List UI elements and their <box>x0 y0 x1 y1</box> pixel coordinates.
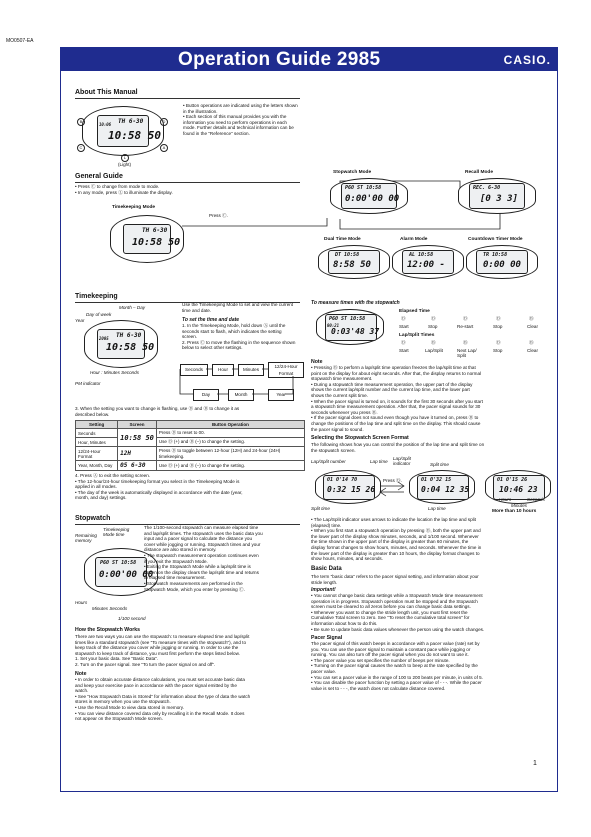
important-label: Important! <box>311 587 336 593</box>
measure-watch: P60 ST 10:58 00:21 0:03'48 37 <box>316 309 384 345</box>
table-row: Seconds 10:58 50 Press Ⓓ to reset to 00. <box>76 429 305 438</box>
stopwatch-intro: The 1/100-second stopwatch can measure elapsed time and lap/split times. The stopwatch uses the basic data you input and a pacer signal to calculate the distance you cover while jogging or running. Stopwatch times and your distance are also stored in memory. • The stopwatch measurement operation continues even if you exit the Stopwatch Mode. • Exiting the Stopwatch Mode while a lap/split time is frozen on the display clears the lap/split time and returns to elapsed time measurement. • Stopwatch measurements are performed in the Stopwatch Mode, which you enter by pressing Ⓒ. <box>144 525 263 592</box>
about-watch-illustration <box>82 106 164 156</box>
general-heading: General Guide <box>75 173 123 180</box>
mode-watch-stopwatch: P60 ST 10:58 0:00'00 00 <box>330 178 408 214</box>
general-text: • Press Ⓒ to change from mode to mode. • In any mode, press Ⓛ to illuminate the display. <box>75 184 173 195</box>
format-heading: Selecting the Stopwatch Screen Format <box>311 435 409 441</box>
step3-text: 3. When the setting you want to change is flashing, use Ⓓ and Ⓑ to change it as described below. <box>75 406 240 417</box>
timekeeping-intro: Use the Timekeeping Mode to set and view the current time and date. <box>182 302 294 313</box>
basic-heading: Basic Data <box>311 566 342 572</box>
mode-watch-dualtime: DT 10:58 8:58 50 <box>318 245 390 279</box>
mode-label-dualtime: Dual Time Mode <box>324 237 361 242</box>
document-code: MO0507-EA <box>6 38 34 44</box>
format-watch-1: 01 0'14 70 0:32 15 26 <box>315 470 381 504</box>
table-row: 12/24-Hour Format 12H Press Ⓓ to toggle between 12-hour (12H) and 24-hour (24H) timekeeping. <box>76 447 305 461</box>
button-a-icon: B <box>77 118 85 126</box>
sequence-arrows <box>175 358 310 403</box>
button-d-icon: D <box>160 118 168 126</box>
about-rule <box>75 98 300 99</box>
stopwatch-note-heading: Note <box>75 671 87 677</box>
stopwatch-watch: P60 ST 10:58 0:00'00 00 <box>84 548 158 596</box>
seq-year: Year <box>268 389 294 401</box>
title-banner <box>60 47 558 71</box>
timekeeping-watch: TH 6-30 2005 10:58 50 <box>84 320 158 368</box>
stopwatch-heading: Stopwatch <box>75 515 111 522</box>
format-watch-2: 01 0'32 15 0:04 12 35 <box>409 470 475 504</box>
format-text: The following shows how you can control the position of the lap time and split time on the stopwatch screen. <box>311 442 485 453</box>
seq-minutes: Minutes <box>238 364 264 376</box>
set-time-heading: To set the time and date <box>182 317 240 323</box>
about-heading: About This Manual <box>75 89 138 96</box>
about-display-small: 10:06 <box>99 122 112 127</box>
light-label: (Light) <box>118 162 132 167</box>
table-header-row: Setting Screen Button Operation <box>76 421 305 429</box>
table-row: Year, Month, Day 05 6-30 Use Ⓓ (+) and Ⓑ (–) to change the setting. <box>76 461 305 471</box>
elapsed-label: Elapsed Time <box>399 309 430 314</box>
page-number: 1 <box>533 760 537 767</box>
mode-label-alarm: Alarm Mode <box>400 237 428 242</box>
general-rule <box>75 182 300 183</box>
seq-seconds: Seconds <box>180 364 208 376</box>
pacer-text: The pacer signal of this watch beeps in accordance with a pacer value (rate) set by you. You can use the pacer signal to maintain a constant pace while jogging or running. You can also turn off the pacer signal when you do not want to use it. • The pacer value you set specifies the number of beeps per minute. • Turning on the pacer signal causes the watch to beep at the rate specified by the pacer value. • You can set a pacer value in the range of 100 to 200 beats per minute, in units of 5. • You can disable the pacer function by setting a pacer value of - - -. While the pacer value is set to - - -, the watch does not calculate distance covered. <box>311 641 483 691</box>
button-b-icon: A <box>160 144 168 152</box>
button-c-icon: C <box>77 144 85 152</box>
timekeeping-heading: Timekeeping <box>75 293 118 300</box>
how-stopwatch-heading: How the Stopwatch Works <box>75 627 141 633</box>
about-display-main: 10:58 50 <box>108 129 161 142</box>
seq-hour: Hour <box>212 364 234 376</box>
set-time-steps: 1. In the Timekeeping Mode, hold down Ⓐ until the seconds start to flash, which indicates the setting screen. 2. Press Ⓒ to move the flashing in the sequence shown below to select other settings. <box>182 323 296 351</box>
mode-label-recall: Recall Mode <box>465 170 493 175</box>
about-text: • Button operations are indicated using the letters shown in the illustration. • Each section of this manual provides you with the information you need to perform operations in each mode. Further details and technical information can be found in the "Reference" section. <box>183 103 298 136</box>
timekeeping-mode-label: Timekeeping Mode <box>112 205 156 210</box>
mode-watch-alarm: AL 10:58 12:00 - <box>392 245 464 279</box>
basic-text: The term "basic data" refers to the pacer signal setting, and information about your stride length. <box>311 574 479 585</box>
seq-month: Month <box>228 389 254 401</box>
measure-heading: To measure times with the stopwatch <box>311 300 400 306</box>
important-notes: • You cannot change basic data settings while a Stopwatch Mode time measurement operation is in progress. Stopwatch operation must be stopped and the Stopwatch screen must be cleared to all zeros before you can change basic data settings. • Whenever you want to change the stride length unit, you must first reset the Cumulative Total screen to zero. See "To reset the cumulative total screen" for information about how to do this. • Be sure to update basic data values whenever the person using the watch changes. <box>311 593 485 632</box>
mode-watch-recall: REC. 6-30 [0 3 3] <box>458 178 536 214</box>
brand-logo: CASIO. <box>503 53 551 67</box>
format-arrow <box>378 472 408 497</box>
press-c-label: Press Ⓒ. <box>209 213 228 218</box>
page-title: Operation Guide 2985 <box>178 49 381 70</box>
format-notes: • The Lap/Split indicator uses arrows to indicate the location the lap time and split (elapsed) time. • When you first start a stopwatch operation by pressing Ⓓ, both the upper part and the lower part of the display show minutes, seconds, and 1/100 second. Whenever the time shown in the upper part of the display is greater than 60 minutes, the display format changes to show hours, minutes, and seconds. Whenever the time in the lower part of the display is greater than 10 hours, the display format changes to show hours, minutes, and seconds. <box>311 517 482 562</box>
seq-day: Day <box>193 389 219 401</box>
table-row: Hour, Minutes Use Ⓓ (+) and Ⓑ (–) to change the setting. <box>76 438 305 447</box>
lapsplit-steps: Ⓓ Ⓑ Ⓑ Ⓓ Ⓑ Start Lap/Split Next Lap/ Split Stop Clear <box>399 340 538 358</box>
about-display-top: TH 6-30 <box>118 118 144 125</box>
general-timekeeping-watch: TH 6-30 10:58 50 <box>110 215 184 263</box>
button-l-icon: L <box>121 154 129 162</box>
stopwatch-notes: • In order to obtain accurate distance calculations, you must set accurate basic data and keep your exercise pace in accordance with the pacer signal emitted by the watch. • See "How Stopwatch Data is Stored" for information about the type of data the watch stores in memory when you use the stopwatch. • Use the Recall Mode to view data stored in memory. • You can view distance covered data only by recalling it in the Recall Mode. It does not appear on the Stopwatch Mode screen. <box>75 677 251 722</box>
settings-table <box>75 420 305 471</box>
mode-label-countdown: Countdown Timer Mode <box>468 237 523 242</box>
elapsed-steps: Ⓓ Ⓓ Ⓓ Ⓓ Ⓑ Start Stop Re-start Stop Clear <box>399 316 538 329</box>
pacer-heading: Pacer Signal <box>311 635 343 641</box>
lapsplit-label: Lap/Split Times <box>399 333 435 338</box>
format-watch-3: 01 0'15 26 10:46 23 <box>485 470 551 504</box>
measure-notes: • Pressing Ⓑ to perform a lap/split time operation freezes the lap/split time at that point on the display for about eight seconds. After that, the display returns to normal stopwatch time measurement. • During a stopwatch time measurement operation, the upper part of the display shows the current lap/split number and the current lap time, and the lower part shows the current split time. • When the pacer signal is turned on, it sounds for the first 30 seconds after you start a stopwatch time measurement operation. After that, the pacer signal sounds for 30 seconds whenever you press Ⓑ. • If the pacer signal does not sound even though you have it turned on, press Ⓑ to change the positions of the lap time and split time on the display. This should cause the pacer signal to sound. <box>311 365 483 432</box>
how-stopwatch-text: There are two ways you can use the stopwatch: to measure elapsed time and lap/split times like a standard stopwatch (see "To measure times with the stopwatch"), and to keep track of the distance you cover while jogging or running. In order to use the stopwatch to keep track of distance, you must first perform the steps listed below. 1. Set your basic data. See "Basic Data". 2. Turn on the pacer signal. See "To turn the pacer signal on and off". <box>75 634 250 667</box>
mode-watch-countdown: TR 10:58 0:00 00 <box>466 245 538 279</box>
seq-format: 12/24-Hour Format <box>268 362 304 378</box>
timekeeping-after: 4. Press Ⓐ to exit the setting screen. • The 12-hour/24-hour timekeeping format you select in the Timekeeping Mode is applied in all modes. • The day of the week is automatically displayed in accordance with the date (year, month, and day) settings. <box>75 473 243 501</box>
mode-label-stopwatch: Stopwatch Mode <box>333 170 372 175</box>
